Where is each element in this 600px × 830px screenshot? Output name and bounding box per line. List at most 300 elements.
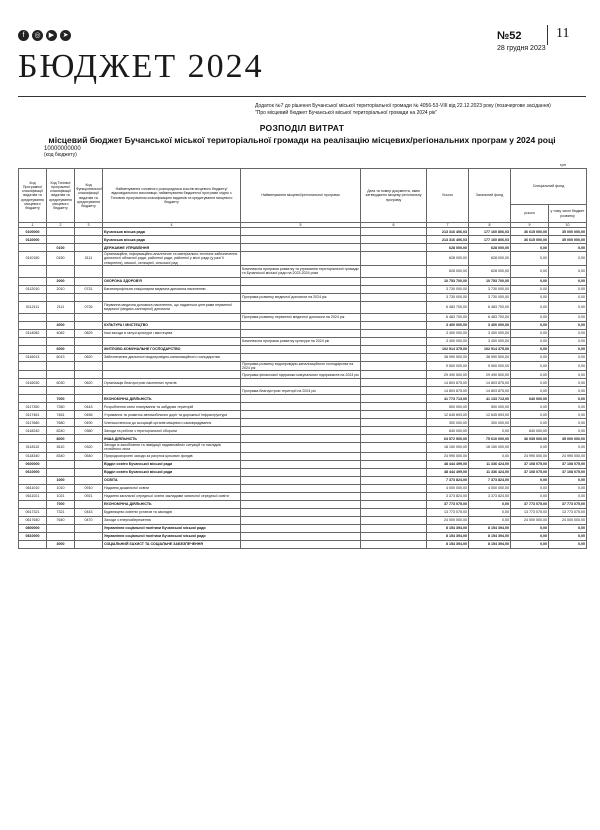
table-cell-c7: 29 490 500,00 (427, 371, 469, 379)
table-cell-c10: 0,00 (549, 337, 587, 345)
table-cell-c3: 0910 (75, 484, 103, 492)
table-cell-c5: Програма фінансової підтримки комунальних підприємств на 2024 рік (241, 371, 361, 379)
table-cell-c1: 0110000 (19, 236, 47, 244)
table-cell-c10: 0,00 (549, 301, 587, 313)
table-row (19, 244, 587, 252)
table-cell-c7: 3 400 000,00 (427, 337, 469, 345)
col-header-general-fund: Загальний фонд (469, 169, 511, 223)
table-cell-c6 (361, 403, 427, 411)
table-cell-c8: 7 373 824,00 (469, 476, 511, 484)
table-cell-c6 (361, 265, 427, 277)
table-cell-c4 (103, 387, 241, 395)
table-cell-c7: 7 373 824,00 (427, 476, 469, 484)
table-cell-c8: 3 400 000,00 (469, 337, 511, 345)
table-cell-c3: 0620 (75, 379, 103, 387)
table-cell-c2 (47, 460, 75, 468)
table-cell-c9: 0,00 (511, 337, 549, 345)
table-cell-c8: 628 000,00 (469, 244, 511, 252)
table-cell-c3 (75, 293, 103, 301)
table-cell-c2: 7350 (47, 403, 75, 411)
table-cell-c10: 0,00 (549, 395, 587, 403)
table-cell-c10: 0,00 (549, 252, 587, 266)
table-cell-c6 (361, 353, 427, 361)
table-cell-c4: Організація благоустрою населених пунктів (103, 379, 241, 387)
table-cell-c9: 24 000 000,00 (511, 516, 549, 524)
table-cell-c8: 500 000,00 (469, 403, 511, 411)
table-cell-c2: 6013 (47, 353, 75, 361)
addendum-line-2: "Про місцевий бюджет Бучанської міської територіальної громади на 2024 рік" (255, 110, 437, 116)
table-cell-c8: 3 730 000,00 (469, 293, 511, 301)
table-cell-c4: ДЕРЖАВНЕ УПРАВЛІННЯ (103, 244, 241, 252)
social-icons (18, 30, 71, 41)
table-cell-c6 (361, 329, 427, 337)
table-cell-c6 (361, 371, 427, 379)
table-cell-c3 (75, 532, 103, 540)
table-cell-c1 (19, 387, 47, 395)
table-cell-c8: 3 400 000,00 (469, 321, 511, 329)
table-cell-c2: 4082 (47, 329, 75, 337)
table-cell-c7: 628 000,00 (427, 252, 469, 266)
table-cell-c3 (75, 361, 103, 370)
col-number: 5 (241, 223, 361, 228)
table-cell-c9: 0,00 (511, 532, 549, 540)
table-cell-c4: СОЦІАЛЬНИЙ ЗАХИСТ ТА СОЦІАЛЬНЕ ЗАБЕЗПЕЧЕННЯ (103, 540, 241, 548)
table-cell-c9: 0,00 (511, 540, 549, 548)
table-row (19, 508, 587, 516)
table-cell-c9: 0,00 (511, 403, 549, 411)
table-cell-c6 (361, 435, 427, 443)
table-cell-c7: 102 514 375,00 (427, 345, 469, 353)
table-cell-c8: 3 400 000,00 (469, 329, 511, 337)
table-cell-c6 (361, 321, 427, 329)
table-cell-c2 (47, 293, 75, 301)
table-cell-c3: 0726 (75, 301, 103, 313)
table-cell-c6 (361, 427, 427, 435)
table-cell-c10: 0,00 (549, 277, 587, 285)
table-row (19, 361, 587, 370)
table-cell-c9: 0,00 (511, 371, 549, 379)
table-cell-c8: 177 160 806,03 (469, 228, 511, 236)
table-cell-c1 (19, 500, 47, 508)
table-cell-c6 (361, 532, 427, 540)
table-row (19, 443, 587, 452)
table-cell-c4: Заходи та роботи з територіальної оборони (103, 427, 241, 435)
col-number: 9 (511, 223, 549, 228)
table-cell-c3 (75, 313, 103, 321)
header-divider (547, 25, 548, 45)
table-cell-c1: 0117680 (19, 419, 47, 427)
table-cell-c8: 3 730 000,00 (469, 285, 511, 293)
table-cell-c7: 48 444 499,00 (427, 460, 469, 468)
table-cell-c9: 0,00 (511, 443, 549, 452)
table-cell-c5: Комплексна програма розвитку та утримання територіальної громади та Бучанської міської ради на 2023-2024 роки (242, 267, 359, 276)
table-cell-c1 (19, 337, 47, 345)
table-cell-c2: 7640 (47, 516, 75, 524)
table-row (19, 252, 587, 266)
table-cell-c9: 0,00 (511, 484, 549, 492)
table-cell-c5 (241, 252, 361, 266)
table-cell-c7: 63 572 500,00 (427, 435, 469, 443)
table-cell-c7: 8 154 394,00 (427, 540, 469, 548)
table-cell-c5: Програма благоустрою території на 2024 рік (241, 387, 361, 395)
table-cell-c9: 36 035 000,00 (511, 435, 549, 443)
issue-info (497, 26, 546, 52)
table-cell-c3 (75, 277, 103, 285)
table-cell-c1: 0810000 (19, 532, 47, 540)
col-header-special-total: усього (511, 205, 549, 223)
table-cell-c7: 24 990 000,00 (427, 452, 469, 460)
table-cell-c4: Забезпечення діяльності водопровідно-каналізаційного господарства (103, 353, 241, 361)
table-cell-c3: 0380 (75, 427, 103, 435)
table-cell-c8: 11 336 424,00 (469, 468, 511, 476)
table-cell-c1: 0611010 (19, 484, 47, 492)
budget-code: 10000000000 (44, 146, 81, 152)
table-cell-c8: 300 000,00 (469, 419, 511, 427)
table-cell-c8: 38 990 500,00 (469, 353, 511, 361)
table-cell-c2: 1021 (47, 492, 75, 500)
table-cell-c1 (19, 293, 47, 301)
table-cell-c5 (241, 277, 361, 285)
table-row (19, 236, 587, 244)
table-cell-c2: 8000 (47, 435, 75, 443)
table-cell-c7: 6 483 700,00 (427, 301, 469, 313)
col-number: 6 (361, 223, 427, 228)
table-cell-c1: 0110150 (19, 252, 47, 266)
table-cell-c8: 8 154 394,00 (469, 524, 511, 532)
table-cell-c3: 0829 (75, 329, 103, 337)
table-cell-c2: 7461 (47, 411, 75, 419)
table-cell-c5 (241, 500, 361, 508)
document-subtitle: місцевий бюджет Бучанської міської територіальної громади на реалізацію місцевих/регіональних програм у 2024 році (48, 135, 556, 145)
table-cell-c5 (241, 468, 361, 476)
table-cell-c10: 0,00 (549, 540, 587, 548)
table-row (19, 516, 587, 524)
table-cell-c10: 0,00 (549, 403, 587, 411)
table-row (19, 313, 587, 321)
table-row (19, 435, 587, 443)
table-cell-c3 (75, 524, 103, 532)
table-cell-c1 (19, 540, 47, 548)
table-cell-c4: ЖИТЛОВО-КОМУНАЛЬНЕ ГОСПОДАРСТВО (103, 345, 241, 353)
table-cell-c9: 0,00 (511, 387, 549, 395)
table-cell-c7: 640 000,00 (427, 427, 469, 435)
table-cell-c3 (75, 337, 103, 345)
table-cell-c1: 0116013 (19, 353, 47, 361)
table-cell-c6 (361, 443, 427, 452)
table-cell-c8: 102 514 375,00 (469, 345, 511, 353)
table-cell-c5 (241, 411, 361, 419)
table-cell-c10: 0,00 (549, 443, 587, 452)
addendum-line-1: Додаток №7 до рішення Бучанської міської територіальної громади № 4056-53-VIII від 22.12.2023 року (позачергове засідання) (255, 103, 551, 109)
table-cell-c4: Заходи із запобігання та ліквідації надзвичайних ситуацій та наслідків стихійного лиха (103, 443, 241, 452)
table-cell-c5 (241, 516, 361, 524)
unit-label: грн (560, 162, 566, 167)
table-cell-c1: 0112010 (19, 285, 47, 293)
table-cell-c3 (75, 500, 103, 508)
table-cell-c3 (75, 387, 103, 395)
table-cell-c10: 24 000 000,00 (549, 516, 587, 524)
table-cell-c6 (361, 524, 427, 532)
table-cell-c6 (361, 460, 427, 468)
table-cell-c4: Управління соціальної політики Бучанської міської ради (103, 532, 241, 540)
table-cell-c7: 13 773 075,00 (427, 508, 469, 516)
table-cell-c7: 3 400 000,00 (427, 329, 469, 337)
table-cell-c2: 7000 (47, 500, 75, 508)
table-cell-c8: 0,00 (469, 500, 511, 508)
table-cell-c9: 37 108 075,00 (511, 460, 549, 468)
table-cell-c10: 0,00 (549, 484, 587, 492)
table-cell-c2 (47, 532, 75, 540)
table-cell-c5 (241, 484, 361, 492)
table-cell-c6 (361, 468, 427, 476)
table-cell-c4 (103, 293, 241, 301)
table-cell-c4: КУЛЬТУРА І МИСТЕЦТВО (103, 321, 241, 329)
table-row (19, 387, 587, 395)
table-cell-c9: 0,00 (511, 301, 549, 313)
table-cell-c6 (361, 508, 427, 516)
table-cell-c4: Відділ освіти Бучанської міської ради (103, 460, 241, 468)
table-cell-c4: Інші заходи в галузі культури і мистецтва (103, 329, 241, 337)
table-cell-c4: Надання дошкільної освіти (103, 484, 241, 492)
table-cell-c4: ОСВІТА (103, 476, 241, 484)
col-header-document-date: Дата та номер документа, яким затверджено місцеву регіональну програму (361, 169, 427, 223)
table-cell-c1: 0610000 (19, 468, 47, 476)
table-cell-c3 (75, 236, 103, 244)
budget-code-block (44, 146, 81, 158)
table-cell-c7: 628 000,00 (427, 265, 469, 277)
table-cell-c8: 9 500 000,00 (469, 361, 511, 370)
table-cell-c9: 0,00 (511, 313, 549, 321)
table-cell-c2 (47, 265, 75, 277)
table-cell-c4: Організаційне, інформаційно-аналітичне та матеріально-технічне забезпечення діяльності обласної ради, районної ради, районної у місті ради (у разі її створення), міської, селищної, сільської рад (103, 252, 241, 266)
table-cell-c1 (19, 313, 47, 321)
table-cell-c1: 0112111 (19, 301, 47, 313)
table-cell-c3 (75, 228, 103, 236)
table-cell-c2 (47, 371, 75, 379)
table-cell-c8: 14 803 875,00 (469, 387, 511, 395)
table-cell-c1 (19, 371, 47, 379)
table-cell-c8: 11 336 424,00 (469, 460, 511, 468)
table-cell-c9: 0,00 (511, 419, 549, 427)
table-cell-c7: 4 000 000,00 (427, 484, 469, 492)
table-row (19, 345, 587, 353)
table-cell-c5 (241, 379, 361, 387)
table-cell-c1: 0116030 (19, 379, 47, 387)
table-cell-c6 (361, 293, 427, 301)
table-cell-c3 (75, 395, 103, 403)
table-cell-c2: 7680 (47, 419, 75, 427)
table-cell-c1 (19, 395, 47, 403)
col-header-functional-code: Код Функціональної класифікації видатків та кредитування бюджету (75, 169, 103, 223)
table-cell-c9: 37 773 075,00 (511, 500, 549, 508)
table-cell-c8: 3 373 824,00 (469, 492, 511, 500)
table-cell-c8: 0,00 (469, 516, 511, 524)
table-cell-c5 (241, 427, 361, 435)
table-cell-c10: 0,00 (549, 244, 587, 252)
table-cell-c7: 300 000,00 (427, 419, 469, 427)
table-cell-c6 (361, 313, 427, 321)
table-cell-c4 (103, 371, 241, 379)
table-cell-c8: 0,00 (469, 452, 511, 460)
header-rule (18, 96, 586, 97)
table-cell-c5: Програма розвитку водопровідно-каналізаційного господарства на 2024 рік (241, 361, 361, 370)
table-cell-c7: 12 645 693,00 (427, 411, 469, 419)
table-cell-c4: Розроблення схем планування та забудови територій (103, 403, 241, 411)
table-row (19, 265, 587, 277)
table-cell-c4 (103, 361, 241, 370)
table-cell-c7: 14 803 875,00 (427, 379, 469, 387)
table-cell-c9: 36 615 000,00 (511, 228, 549, 236)
table-cell-c2 (47, 236, 75, 244)
table-cell-c6 (361, 277, 427, 285)
facebook-icon[interactable]: f (18, 30, 29, 41)
table-cell-c5 (241, 532, 361, 540)
col-header-total: Усього (427, 169, 469, 223)
table-cell-c7: 213 316 406,03 (427, 228, 469, 236)
table-cell-c9: 0,00 (511, 379, 549, 387)
table-cell-c3 (75, 345, 103, 353)
table-cell-c3: 0470 (75, 516, 103, 524)
table-cell-c9: 0,00 (511, 329, 549, 337)
table-row (19, 484, 587, 492)
table-cell-c6 (361, 345, 427, 353)
table-cell-c2 (47, 468, 75, 476)
table-cell-c2: 2000 (47, 277, 75, 285)
table-cell-c1: 0114082 (19, 329, 47, 337)
table-row (19, 427, 587, 435)
table-cell-c8: 12 645 693,00 (469, 411, 511, 419)
table-cell-c5 (241, 301, 361, 313)
table-cell-c1: 0117350 (19, 403, 47, 411)
table-cell-c9: 36 615 000,00 (511, 236, 549, 244)
table-cell-c10: 0,00 (549, 427, 587, 435)
table-row (19, 532, 587, 540)
table-cell-c2: 8340 (47, 452, 75, 460)
col-number: 8 (469, 223, 511, 228)
table-cell-c2 (47, 524, 75, 532)
instagram-icon[interactable]: ◎ (32, 30, 43, 41)
table-cell-c7: 14 803 875,00 (427, 387, 469, 395)
table-cell-c4: Відділ освіти Бучанської міської ради (103, 468, 241, 476)
table-cell-c10: 0,00 (549, 411, 587, 419)
table-cell-c9: 24 990 000,00 (511, 452, 549, 460)
table-cell-c7: 500 000,00 (427, 403, 469, 411)
col-header-local-program: Найменування місцевої/регіональної програми (241, 169, 361, 223)
table-cell-c10: 0,00 (549, 293, 587, 301)
table-cell-c2: 0150 (47, 252, 75, 266)
table-cell-c7: 3 730 000,00 (427, 293, 469, 301)
table-cell-c9: 0,00 (511, 285, 549, 293)
table-cell-c10: 0,00 (549, 492, 587, 500)
table-row (19, 329, 587, 337)
table-cell-c6 (361, 516, 427, 524)
table-cell-c8: 0,00 (469, 508, 511, 516)
table-cell-c2 (47, 361, 75, 370)
table-cell-c7: 6 483 700,00 (427, 313, 469, 321)
table-cell-c5 (241, 228, 361, 236)
table-cell-c9: 0,00 (511, 293, 549, 301)
table-cell-c2: 7321 (47, 508, 75, 516)
table-cell-c10: 0,00 (549, 532, 587, 540)
table-cell-c3 (75, 265, 103, 277)
table-row (19, 321, 587, 329)
table-cell-c8: 8 154 394,00 (469, 532, 511, 540)
table-cell-c10: 0,00 (549, 371, 587, 379)
table-cell-c10: 0,00 (549, 313, 587, 321)
table-cell-c4: Управління соціальної політики Бучанської міської ради (103, 524, 241, 532)
table-cell-c6 (361, 484, 427, 492)
table-cell-c1 (19, 476, 47, 484)
table-cell-c6 (361, 252, 427, 266)
table-cell-c3 (75, 244, 103, 252)
table-cell-c3 (75, 460, 103, 468)
table-cell-c7: 24 000 000,00 (427, 516, 469, 524)
table-row (19, 403, 587, 411)
table-cell-c3: 0443 (75, 403, 103, 411)
table-cell-c2 (47, 337, 75, 345)
table-cell-c2: 1000 (47, 476, 75, 484)
youtube-icon[interactable]: ▶ (46, 30, 57, 41)
table-row (19, 411, 587, 419)
table-cell-c8: 8 154 394,00 (469, 540, 511, 548)
table-cell-c8: 10 753 700,00 (469, 277, 511, 285)
table-cell-c3: 0731 (75, 285, 103, 293)
table-cell-c9: 640 000,00 (511, 395, 549, 403)
table-cell-c6 (361, 476, 427, 484)
table-cell-c9: 0,00 (511, 361, 549, 370)
table-cell-c9: 37 108 075,00 (511, 468, 549, 476)
table-cell-c2: 4000 (47, 321, 75, 329)
document-title: РОЗПОДІЛ ВИТРАТ (259, 123, 345, 133)
table-cell-c3: 0111 (75, 252, 103, 266)
table-row (19, 500, 587, 508)
table-cell-c6 (361, 236, 427, 244)
table-row (19, 371, 587, 379)
table-cell-c4: ЕКОНОМІЧНА ДІЯЛЬНІСТЬ (103, 500, 241, 508)
col-number: 1 (19, 223, 47, 228)
table-cell-c4: Утримання та розвиток автомобільних доріг та дорожньої інфраструктури (103, 411, 241, 419)
table-cell-c10: 0,00 (549, 379, 587, 387)
table-cell-c3 (75, 540, 103, 548)
table-cell-c6 (361, 337, 427, 345)
telegram-icon[interactable]: ➤ (60, 30, 71, 41)
table-row (19, 460, 587, 468)
table-cell-c5 (241, 435, 361, 443)
table-cell-c6 (361, 395, 427, 403)
table-cell-c9: 640 000,00 (511, 427, 549, 435)
table-cell-c5 (241, 460, 361, 468)
table-cell-c1 (19, 361, 47, 370)
table-cell-c10: 0,00 (549, 361, 587, 370)
table-cell-c4: Бучанська міська рада (103, 236, 241, 244)
table-cell-c4: ЕКОНОМІЧНА ДІЯЛЬНІСТЬ (103, 395, 241, 403)
table-cell-c10: 35 000 000,00 (549, 228, 587, 236)
table-cell-c10: 0,00 (549, 285, 587, 293)
table-row (19, 353, 587, 361)
table-cell-c6 (361, 301, 427, 313)
table-row (19, 337, 587, 345)
table-cell-c3 (75, 435, 103, 443)
table-cell-c10: 0,00 (549, 329, 587, 337)
table-cell-c9: 0,00 (511, 353, 549, 361)
table-cell-c10: 37 773 075,00 (549, 500, 587, 508)
table-cell-c7: 10 753 700,00 (427, 277, 469, 285)
table-cell-c1: 0617321 (19, 508, 47, 516)
table-cell-c1 (19, 244, 47, 252)
table-cell-c5: Програма розвитку медичної допомоги на 2024 рік (241, 293, 361, 301)
table-cell-c8: 6 483 700,00 (469, 313, 511, 321)
table-cell-c5 (241, 524, 361, 532)
